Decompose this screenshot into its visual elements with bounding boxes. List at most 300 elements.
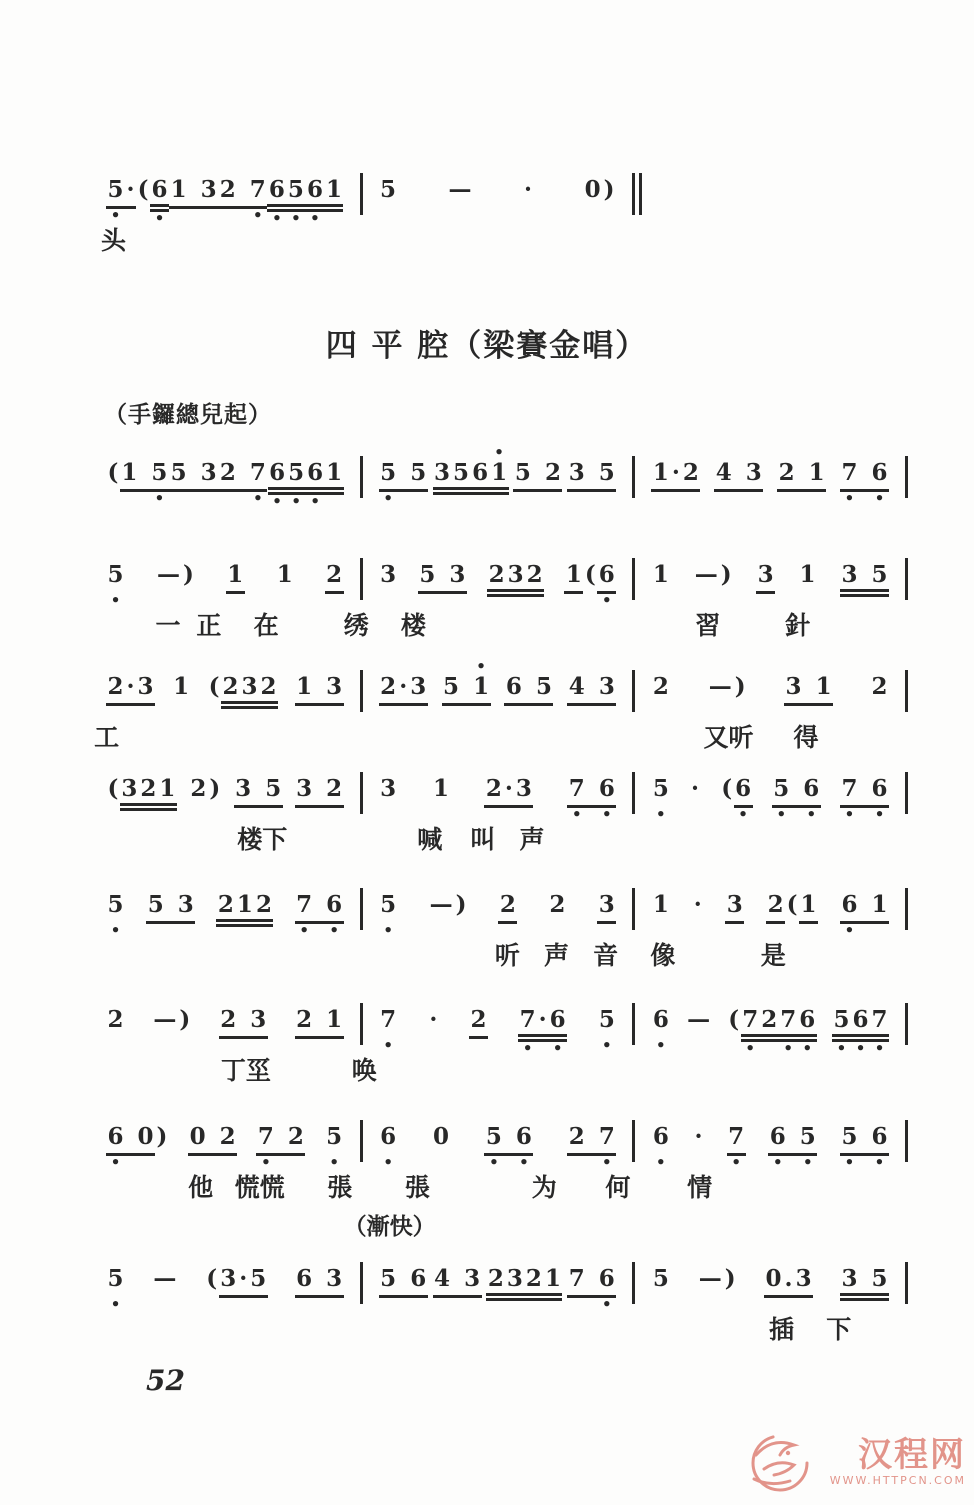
measure xyxy=(635,660,905,719)
note-char xyxy=(733,459,744,492)
tune-name: 四 平 腔 xyxy=(325,328,451,364)
final-double-barline xyxy=(632,173,642,215)
octave-dot-above xyxy=(241,762,246,775)
lyric-syllable: 張 xyxy=(327,1173,353,1202)
octave-dot-below xyxy=(331,212,336,225)
note-char xyxy=(437,561,448,594)
note-token xyxy=(295,1252,344,1311)
notes-row xyxy=(90,993,908,1055)
octave-dot-above xyxy=(590,163,595,176)
note-token xyxy=(218,446,267,505)
note-char: 5 xyxy=(870,561,889,597)
note-char: 2 xyxy=(760,1006,779,1042)
intro-music-system xyxy=(90,163,642,273)
octave-dot-below xyxy=(261,927,266,940)
octave-dot-above xyxy=(589,762,594,775)
lyric-syllable: 楼 xyxy=(400,611,426,640)
note-char: 7 xyxy=(840,775,859,808)
octave-dot-below xyxy=(877,597,882,610)
octave-dot-below xyxy=(153,924,158,937)
octave-dot-below xyxy=(494,597,499,610)
measure xyxy=(363,1110,633,1169)
watermark-site-name: 汉程网 xyxy=(858,1435,966,1475)
octave-dot-below xyxy=(862,1301,867,1314)
octave-dot-below: • xyxy=(110,206,121,224)
note-char: 7 xyxy=(741,1006,760,1042)
octave-dot-below xyxy=(724,594,729,607)
note-token xyxy=(106,878,125,937)
note-char: 5 xyxy=(107,1265,124,1292)
music-system xyxy=(90,548,908,658)
note-token xyxy=(295,762,344,821)
note-char: 5 xyxy=(286,176,305,212)
measure xyxy=(363,163,633,222)
octave-dot-below xyxy=(724,808,729,821)
octave-dot-above xyxy=(241,1252,246,1265)
octave-dot-below xyxy=(241,1298,246,1311)
octave-dot-above xyxy=(113,163,118,176)
octave-dot-above xyxy=(604,1110,609,1123)
octave-dot-above xyxy=(805,548,810,561)
octave-dot-above xyxy=(574,446,579,459)
note-char xyxy=(139,459,150,492)
octave-dot-above xyxy=(491,1110,496,1123)
lyric-syllable: 楼下 xyxy=(237,825,288,854)
octave-dot-below xyxy=(206,492,211,505)
octave-dot-below xyxy=(159,1156,164,1169)
octave-dot-below xyxy=(317,706,322,719)
octave-dot-above xyxy=(386,1252,391,1265)
octave-dot-below xyxy=(416,492,421,505)
octave-dot-below: • xyxy=(656,1153,666,1171)
octave-dot-below: • xyxy=(806,805,817,823)
octave-dot-above xyxy=(128,163,133,176)
note-char: 6 xyxy=(305,176,324,212)
octave-dot-below xyxy=(317,1298,322,1311)
octave-dot-below xyxy=(110,808,115,821)
octave-dot-above xyxy=(740,762,745,775)
octave-dot-below: • xyxy=(261,1153,271,1171)
note-char: 5 xyxy=(418,561,437,594)
octave-dot-above xyxy=(195,1110,200,1123)
note-char: 2 xyxy=(871,673,888,700)
octave-dot-below xyxy=(571,594,576,607)
music-system xyxy=(90,1110,908,1220)
note-char: 7 xyxy=(870,1006,889,1042)
note-char: 3 xyxy=(567,459,586,492)
octave-dot-below xyxy=(127,492,132,505)
notes-row xyxy=(90,762,908,824)
octave-dot-below xyxy=(242,927,247,940)
octave-dot-below: • xyxy=(519,1153,529,1171)
octave-dot-above xyxy=(293,163,298,176)
octave-dot-above xyxy=(540,993,545,1006)
note-char: ( xyxy=(721,775,733,802)
octave-dot-above xyxy=(196,762,201,775)
note-token xyxy=(155,548,195,607)
octave-dot-above xyxy=(242,878,247,891)
octave-dot-above xyxy=(401,446,406,459)
note-char: 6 xyxy=(295,1265,314,1298)
note-token xyxy=(136,163,169,225)
octave-dot-above xyxy=(847,1252,852,1265)
note-char: 7 xyxy=(840,459,859,492)
note-char: 1 xyxy=(226,561,245,594)
note-token xyxy=(693,1110,704,1169)
octave-dot-below xyxy=(526,706,531,719)
octave-dot-below xyxy=(550,1301,555,1314)
octave-dot-above xyxy=(847,762,852,775)
octave-dot-above xyxy=(240,446,245,459)
octave-dot-below: • xyxy=(874,1153,885,1171)
note-char: 1 xyxy=(120,459,139,492)
octave-dot-above xyxy=(211,660,216,673)
octave-dot-below xyxy=(282,594,287,607)
octave-dot-below xyxy=(401,1298,406,1311)
octave-dot-below: • xyxy=(602,805,612,823)
note-char: 6 xyxy=(306,459,325,495)
measure xyxy=(635,762,905,821)
octave-dot-above: • xyxy=(476,657,486,675)
measure xyxy=(90,163,360,225)
note-char: 2 xyxy=(286,1123,305,1156)
octave-dot-below: • xyxy=(291,209,301,227)
octave-dot-below xyxy=(708,1298,713,1311)
lyric-syllable: 何 xyxy=(605,1173,631,1202)
note-char: · xyxy=(503,775,514,808)
octave-dot-below: • xyxy=(110,921,121,939)
note-char: 5 xyxy=(379,1265,398,1298)
octave-dot-below xyxy=(604,492,609,505)
note-char: 7 xyxy=(295,891,314,924)
octave-dot-above xyxy=(791,660,796,673)
octave-dot-below xyxy=(541,706,546,719)
note-char: 5 xyxy=(287,459,306,495)
note-char xyxy=(461,673,472,706)
note-char: · xyxy=(429,1006,438,1033)
lyric-syllable: 丁坙 xyxy=(220,1056,271,1085)
octave-dot-above xyxy=(858,993,863,1006)
lyric-syllable: 在 xyxy=(253,611,279,640)
octave-dot-below xyxy=(162,1039,167,1052)
note-token xyxy=(693,548,733,607)
octave-dot-above xyxy=(589,660,594,673)
octave-dot-above xyxy=(847,1110,852,1123)
octave-dot-below xyxy=(763,594,768,607)
octave-dot-above xyxy=(317,1252,322,1265)
octave-dot-above xyxy=(302,762,307,775)
note-token xyxy=(379,878,398,937)
note-token xyxy=(256,1110,305,1169)
octave-dot-above xyxy=(513,548,518,561)
note-char: 1 xyxy=(652,891,669,918)
octave-dot-below xyxy=(604,706,609,719)
octave-dot-above xyxy=(604,878,609,891)
note-token xyxy=(469,993,488,1052)
octave-dot-above xyxy=(386,1110,391,1123)
lyric-syllable: 音 xyxy=(593,941,619,970)
note-token xyxy=(651,446,700,505)
note-token xyxy=(268,446,344,508)
octave-dot-above xyxy=(458,878,463,891)
octave-dot-below xyxy=(431,1039,436,1052)
octave-dot-below xyxy=(525,209,530,222)
octave-dot-below: • xyxy=(272,492,282,510)
octave-dot-below xyxy=(478,706,483,719)
note-char: 7 xyxy=(248,176,267,209)
notes-row xyxy=(90,878,908,940)
octave-dot-below xyxy=(317,808,322,821)
octave-dot-above xyxy=(604,993,609,1006)
note-token xyxy=(840,1110,889,1169)
octave-dot-below xyxy=(736,492,741,505)
note-char: ( xyxy=(786,891,798,918)
octave-dot-below xyxy=(476,1039,481,1052)
octave-dot-above xyxy=(457,163,462,176)
music-system xyxy=(90,878,908,988)
note-char: 3 xyxy=(756,561,775,594)
note-token xyxy=(651,1110,670,1169)
note-char: 3 xyxy=(505,1265,524,1301)
note-token xyxy=(764,1252,813,1311)
note-token xyxy=(513,446,562,505)
octave-dot-below xyxy=(416,1298,421,1311)
note-char: 2 xyxy=(325,775,344,808)
note-char: · xyxy=(694,1123,703,1150)
barline xyxy=(905,558,908,600)
octave-dot-above xyxy=(313,446,318,459)
note-token xyxy=(379,762,398,821)
lyric-syllable: 他 xyxy=(188,1173,214,1202)
note-token xyxy=(169,446,218,505)
octave-dot-below: • xyxy=(110,1153,121,1171)
octave-dot-below xyxy=(386,706,391,719)
note-char: 1 xyxy=(325,459,344,495)
measure xyxy=(90,878,360,940)
note-char xyxy=(237,459,248,492)
octave-dot-below xyxy=(332,706,337,719)
octave-dot-above xyxy=(256,1252,261,1265)
note-char: 2 xyxy=(543,459,562,492)
note-char: 0 xyxy=(188,1123,207,1156)
note-char: 5 xyxy=(442,673,461,706)
note-char: 6 xyxy=(548,1006,567,1042)
note-char: 1 xyxy=(799,561,816,588)
octave-dot-below xyxy=(789,924,794,937)
note-char: 1 xyxy=(472,673,491,706)
prelude-annotation: （手鑼總兒起） xyxy=(104,401,272,428)
octave-dot-above xyxy=(223,878,228,891)
octave-dot-above xyxy=(302,993,307,1006)
octave-dot-below xyxy=(511,706,516,719)
music-system xyxy=(90,443,908,556)
note-char xyxy=(859,459,870,492)
octave-dot-above xyxy=(113,660,118,673)
notes-row xyxy=(90,1110,908,1169)
note-char: 1 xyxy=(235,891,254,927)
octave-dot-above xyxy=(186,548,191,561)
note-char: 2 xyxy=(681,459,700,492)
note-char xyxy=(787,1123,798,1156)
octave-dot-above xyxy=(386,446,391,459)
octave-dot-below xyxy=(176,209,181,222)
note-char: · xyxy=(238,1265,249,1298)
watermark xyxy=(736,1425,966,1499)
octave-dot-above xyxy=(240,163,245,176)
octave-dot-below xyxy=(455,594,460,607)
note-token xyxy=(727,993,817,1055)
notes-row xyxy=(90,1252,908,1314)
octave-dot-below xyxy=(113,1039,118,1052)
octave-dot-below xyxy=(142,492,147,505)
note-char xyxy=(165,891,176,924)
note-char: 2 xyxy=(486,1265,505,1301)
note-char xyxy=(237,176,248,209)
octave-dot-above xyxy=(386,660,391,673)
octave-dot-below: • xyxy=(602,591,612,609)
note-char: · xyxy=(537,1006,548,1042)
octave-dot-below xyxy=(721,492,726,505)
note-char: 1 xyxy=(433,775,450,802)
lyric-syllable: 下 xyxy=(826,1315,852,1344)
octave-dot-above xyxy=(550,446,555,459)
measure xyxy=(363,443,633,508)
note-char: 6 xyxy=(840,891,859,924)
octave-dot-below: • xyxy=(844,1153,855,1171)
octave-dot-below xyxy=(458,495,463,508)
note-token xyxy=(379,1110,398,1169)
octave-dot-below xyxy=(799,492,804,505)
octave-dot-below: • xyxy=(253,206,263,224)
note-char xyxy=(523,673,534,706)
octave-dot-above xyxy=(332,993,337,1006)
measure xyxy=(90,548,360,607)
octave-dot-below: • xyxy=(110,1295,121,1313)
note-char: 1 xyxy=(173,673,190,700)
octave-dot-above xyxy=(127,762,132,775)
octave-dot-above xyxy=(127,446,132,459)
note-char: 2 xyxy=(259,673,278,709)
note-token xyxy=(651,878,670,937)
note-char: · xyxy=(125,176,136,209)
note-char: 1 xyxy=(324,176,343,212)
note-token xyxy=(548,878,567,937)
octave-dot-below: • xyxy=(855,1039,866,1057)
octave-dot-below xyxy=(506,1156,511,1169)
octave-dot-above xyxy=(521,762,526,775)
octave-dot-above xyxy=(494,548,499,561)
lyric-syllable: 慌慌 xyxy=(234,1173,285,1202)
octave-dot-above xyxy=(799,446,804,459)
octave-dot-above xyxy=(658,548,663,561)
octave-dot-below xyxy=(458,924,463,937)
octave-dot-below xyxy=(862,1156,867,1169)
octave-dot-below xyxy=(477,495,482,508)
octave-dot-below xyxy=(550,492,555,505)
note-char: 5 xyxy=(107,561,124,588)
note-char: ) xyxy=(182,561,194,588)
octave-dot-below xyxy=(332,808,337,821)
barline xyxy=(905,456,908,498)
octave-dot-below xyxy=(191,492,196,505)
octave-dot-above xyxy=(511,660,516,673)
octave-dot-above xyxy=(695,878,700,891)
octave-dot-above xyxy=(312,163,317,176)
note-char: — xyxy=(448,176,472,203)
octave-dot-above xyxy=(763,548,768,561)
note-char: 6 xyxy=(870,775,889,808)
note-char: ( xyxy=(137,176,149,203)
octave-dot-below xyxy=(186,594,191,607)
note-char: · xyxy=(691,775,700,802)
octave-dot-below xyxy=(110,492,115,505)
note-token xyxy=(189,762,222,821)
octave-dot-above xyxy=(439,1252,444,1265)
octave-dot-below xyxy=(332,594,337,607)
octave-dot-above xyxy=(531,1252,536,1265)
octave-dot-below xyxy=(658,492,663,505)
octave-dot-above xyxy=(191,446,196,459)
octave-dot-below xyxy=(731,1039,736,1052)
octave-dot-above xyxy=(448,660,453,673)
octave-dot-below xyxy=(332,495,337,508)
octave-dot-below: • xyxy=(745,1039,755,1057)
octave-dot-above xyxy=(862,548,867,561)
note-char xyxy=(503,1123,514,1156)
octave-dot-below xyxy=(457,209,462,222)
note-char: 2 xyxy=(218,459,237,492)
octave-dot-above xyxy=(302,878,307,891)
note-char: 6 xyxy=(267,176,286,212)
note-token xyxy=(840,762,889,821)
octave-dot-above xyxy=(159,1110,164,1123)
octave-dot-above xyxy=(862,446,867,459)
note-token xyxy=(870,660,889,719)
note-token xyxy=(498,878,517,937)
note-token xyxy=(567,1110,616,1169)
note-char: 3 xyxy=(744,459,763,492)
octave-dot-below xyxy=(877,1301,882,1314)
octave-dot-above xyxy=(301,660,306,673)
octave-dot-below xyxy=(225,1156,230,1169)
note-char: 3 xyxy=(725,891,744,924)
octave-dot-below: • xyxy=(844,921,855,939)
note-token xyxy=(442,657,491,719)
octave-dot-below xyxy=(191,209,196,222)
note-char xyxy=(398,459,409,492)
note-char xyxy=(398,1265,409,1298)
octave-dot-below xyxy=(658,594,663,607)
octave-dot-above xyxy=(589,446,594,459)
note-char: 1 xyxy=(490,459,509,495)
octave-dot-above xyxy=(302,1252,307,1265)
note-char xyxy=(586,459,597,492)
note-token xyxy=(379,446,428,505)
octave-dot-below xyxy=(302,808,307,821)
octave-dot-above xyxy=(162,1252,167,1265)
note-token xyxy=(697,1252,737,1311)
note-char: 5 xyxy=(380,176,397,203)
octave-dot-above xyxy=(255,163,260,176)
octave-dot-above xyxy=(165,762,170,775)
note-token xyxy=(152,1252,178,1311)
octave-dot-above xyxy=(658,1252,663,1265)
note-char: 3 xyxy=(295,775,314,808)
octave-dot-above xyxy=(332,1110,337,1123)
octave-dot-below xyxy=(247,709,252,722)
note-token xyxy=(651,762,670,821)
octave-dot-above xyxy=(317,878,322,891)
